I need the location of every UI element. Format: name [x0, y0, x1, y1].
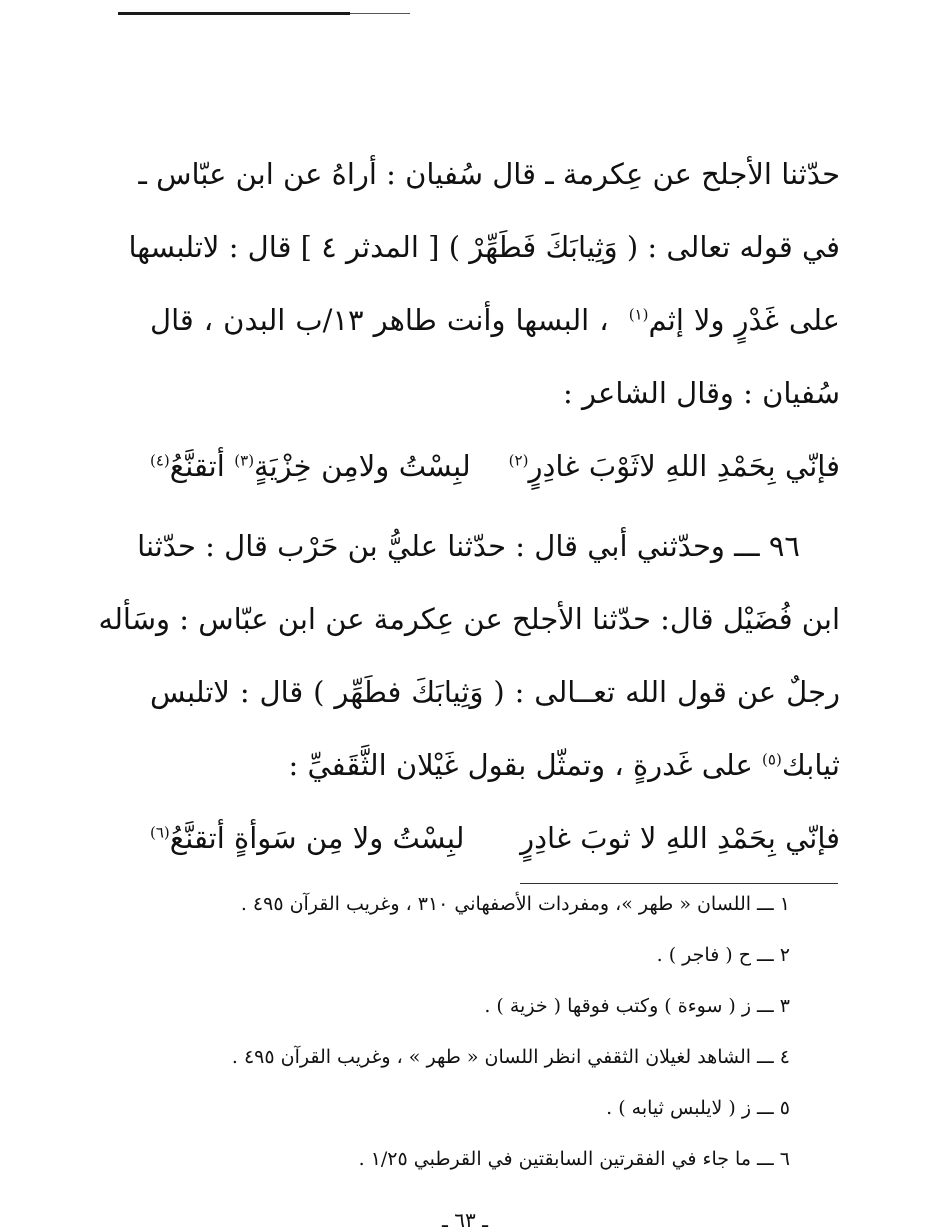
footnote-mark-1: (١) — [628, 305, 649, 324]
footnote-text: ز ( لايلبس ثيابه ) . — [606, 1097, 752, 1119]
footnote-number: ١ ـــ — [757, 893, 790, 915]
verse-2 — [150, 821, 841, 864]
footnote-text: الشاهد لغيلان الثقفي انظر اللسان « طهر » ، وغريب القرآن ٤٩٥ . — [231, 1046, 752, 1068]
para-96-line-4b: على غَدرةٍ ، وتمثّل بقول غَيْلان الثَّقَفيِّ : — [288, 748, 753, 782]
verse-1 — [150, 449, 840, 492]
page-number: ـ ٦٣ ـ — [442, 1208, 488, 1232]
footnote-number: ٣ ـــ — [757, 995, 790, 1017]
footnote-text: ما جاء في الفقرتين السابقتين في القرطبي ١/٢٥ . — [358, 1148, 752, 1170]
footnote-5 — [160, 1099, 790, 1123]
footnote-mark-5: (٥) — [762, 750, 782, 769]
verse-2-second-half: لبِسْتُ ولا مِن سَوأةٍ — [234, 821, 465, 855]
footnote-number: ٦ ـــ — [757, 1148, 790, 1170]
para-96-line-4 — [150, 748, 840, 787]
footnote-number: ٢ ـــ — [757, 944, 790, 966]
para-96-line-4a: ثيابك — [781, 748, 840, 782]
footnotes — [160, 895, 790, 1201]
footnote-number: ٤ ـــ — [757, 1046, 790, 1068]
footnote-2 — [160, 946, 790, 970]
footnote-text: اللسان « طهر »، ومفردات الأصفهاني ٣١٠ ، وغريب القرآن ٤٩٥ . — [240, 893, 752, 915]
footnote-6 — [160, 1150, 790, 1174]
footnote-mark-6: (٦) — [150, 823, 170, 842]
footnote-mark-4: (٤) — [150, 451, 170, 470]
verse-1-second-half: لبِسْتُ ولامِن خِزْيَةٍ — [254, 449, 471, 483]
footnote-text: ح ( فاجر ) . — [656, 944, 752, 966]
footnote-text: ز ( سوءة ) وكتب فوقها ( خزية ) . — [484, 995, 752, 1017]
footnote-1 — [160, 895, 790, 919]
footnote-mark-3: (٣) — [234, 451, 255, 470]
para-96-line-3: رجلٌ عن قول الله تعــالى : ( وَثِيابَكَ فطَهِّر ) قال : لاتلبس — [150, 675, 840, 709]
body-line-3 — [150, 303, 840, 342]
body-line-1: حدّثنا الأجلح عن عِكرمة ـ قال سُفيان : أراهُ عن ابن عبّاس ـ — [138, 157, 840, 191]
verse-2-ending: أتقنَّعُ — [169, 821, 225, 855]
para-96-line-1: ٩٦ ـــ وحدّثني أبي قال : حدّثنا عليُّ بن حَرْب قال : حدّثنا — [137, 529, 800, 563]
verse-1-ending: أتقنَّعُ — [169, 449, 225, 483]
top-rule — [118, 12, 350, 15]
body-line-3b: ، البسها وأنت طاهر ١٣/ب البدن ، قال — [150, 303, 609, 337]
footnote-3 — [160, 997, 790, 1021]
body-line-2: في قوله تعالى : ( وَثِيابَكَ فَطَهِّرْ ) [ المدثر ٤ ] قال : لاتلبسها — [128, 230, 840, 264]
body-line-3a: على غَدْرٍ ولا إثم — [648, 303, 840, 337]
page-body — [98, 157, 841, 904]
verse-2-first-half: فإنّي بِحَمْدِ اللهِ لا ثوبَ غادِرٍ — [520, 821, 841, 855]
body-line-4: سُفيان : وقال الشاعر : — [563, 376, 840, 410]
footnote-4 — [160, 1048, 790, 1072]
top-rule-tail — [350, 13, 410, 14]
verse-1-first-half: فإنّي بِحَمْدِ اللهِ لاثَوْبَ غادِرٍ — [528, 449, 840, 483]
footnote-number: ٥ ـــ — [757, 1097, 790, 1119]
footnote-mark-2: (٢) — [508, 451, 529, 470]
footnote-separator — [520, 883, 838, 884]
para-96-line-2: ابن فُضَيْل قال: حدّثنا الأجلح عن عِكرمة عن ابن عبّاس : وسَأله — [98, 602, 840, 636]
